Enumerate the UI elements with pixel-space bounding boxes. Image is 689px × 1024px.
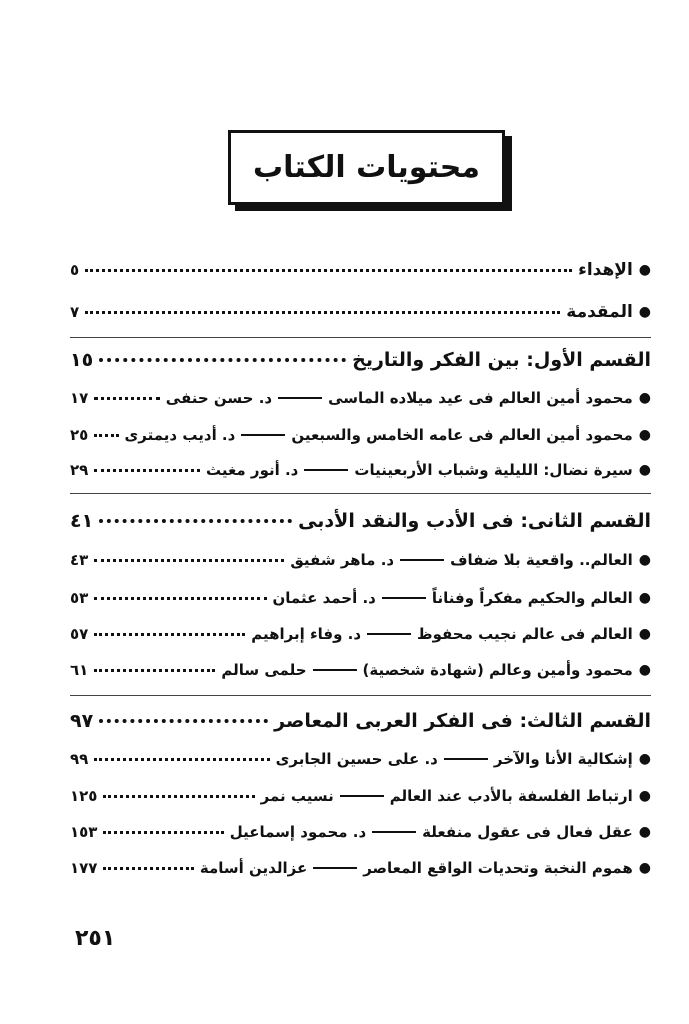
toc-section-1[interactable] [70,345,651,375]
toc-row[interactable] [70,420,651,450]
dash-separator [278,397,322,399]
toc-label: المقدمة [566,302,633,322]
section-heading: القسم الثالث: فى الفكر العربى المعاصر [274,710,651,732]
toc-page: ٢٩ [70,461,89,479]
toc-section-2[interactable] [70,506,651,536]
bullet-icon: ● [638,860,651,876]
bullet-icon: ● [638,751,651,767]
bullet-icon: ● [638,552,651,568]
bullet-icon: ● [638,304,651,320]
toc-row-dedication[interactable] [70,255,651,285]
toc-author: د. أنور مغيث [205,461,299,479]
bullet-icon: ● [638,427,651,443]
dash-separator [382,597,426,599]
toc-author: د. أحمد عثمان [272,589,376,607]
toc-page: ١٢٥ [70,787,98,805]
toc-label: محمود أمين العالم فى عيد ميلاده الماسى [328,389,633,407]
dash-separator [340,795,384,797]
bullet-icon: ● [638,662,651,678]
section-divider [70,695,651,696]
toc-label: عقل فعال فى عقول منفعلة [422,823,633,841]
dash-separator [241,434,285,436]
toc-author: نسيب نمر [260,787,334,805]
toc-label: محمود وأمين وعالم (شهادة شخصية) [362,661,633,679]
dot-leader [94,469,200,472]
toc-row[interactable] [70,383,651,413]
dot-leader [94,597,266,600]
toc-page: ٦١ [70,661,89,679]
toc-label: الإهداء [578,260,633,280]
toc-page: ١٧٧ [70,859,98,877]
toc-row[interactable] [70,619,651,649]
dash-separator [372,831,416,833]
toc-author: د. أديب ديمترى [124,426,236,444]
toc-row[interactable] [70,655,651,685]
toc-label: العالم.. واقعية بلا ضفاف [450,551,633,569]
toc-row[interactable] [70,545,651,575]
bullet-icon: ● [638,462,651,478]
toc-page: ٤١ [70,510,94,532]
toc-row[interactable] [70,781,651,811]
toc-page: ٥ [70,261,80,279]
toc-page: ٥٧ [70,625,89,643]
toc-author: د. حسن حنفى [165,389,273,407]
toc-row[interactable] [70,853,651,883]
toc-row-introduction[interactable] [70,297,651,327]
toc-label: إشكالية الأنا والآخر [493,750,633,768]
toc-row[interactable] [70,455,651,485]
dash-separator [367,633,411,635]
dot-leader [94,633,245,636]
dot-leader [99,358,346,362]
dot-leader [103,795,254,798]
toc-label: العالم والحكيم مفكراً وفناناً [431,589,633,607]
toc-row[interactable] [70,817,651,847]
toc-label: سيرة نضال: الليلية وشباب الأربعينيات [354,461,633,479]
dash-separator [313,867,357,869]
bullet-icon: ● [638,262,651,278]
dot-leader [94,559,284,562]
toc-author: حلمى سالم [221,661,307,679]
toc-label: محمود أمين العالم فى عامه الخامس والسبعين [291,426,633,444]
page-number: ٢٥١ [75,926,116,951]
toc-author: د. محمود إسماعيل [229,823,367,841]
contents-title-box [228,130,505,205]
dash-separator [313,669,357,671]
toc-page: ٤٣ [70,551,89,569]
contents-title: محتويات الكتاب [252,150,481,185]
toc-page: ١٥ [70,349,94,371]
dot-leader [103,867,193,870]
dot-leader [99,719,268,723]
toc-page: ١٧ [70,389,89,407]
section-heading: القسم الأول: بين الفكر والتاريخ [352,349,651,371]
toc-section-3[interactable] [70,706,651,736]
toc-author: د. ماهر شفيق [290,551,395,569]
toc-page: ٥٣ [70,589,89,607]
toc-row[interactable] [70,583,651,613]
section-divider [70,493,651,494]
toc-author: د. وفاء إبراهيم [251,625,362,643]
toc-page: ١٥٣ [70,823,98,841]
dash-separator [304,469,348,471]
toc-page: ٩٩ [70,750,89,768]
dot-leader [94,758,269,761]
toc-label: ارتباط الفلسفة بالأدب عند العالم [389,787,633,805]
bullet-icon: ● [638,824,651,840]
dot-leader [94,397,159,400]
toc-page: ٩٧ [70,710,94,732]
dot-leader [94,669,215,672]
dot-leader [85,311,560,314]
toc-page: ٧ [70,303,80,321]
dash-separator [400,559,444,561]
section-divider [70,337,651,338]
bullet-icon: ● [638,788,651,804]
toc-row[interactable] [70,744,651,774]
bullet-icon: ● [638,590,651,606]
toc-author: د. على حسين الجابرى [275,750,438,768]
dot-leader [99,519,292,523]
dash-separator [444,758,488,760]
bullet-icon: ● [638,626,651,642]
dot-leader [94,434,118,437]
toc-label: هموم النخبة وتحديات الواقع المعاصر [363,859,633,877]
bullet-icon: ● [638,390,651,406]
toc-page: ٢٥ [70,426,89,444]
section-heading: القسم الثانى: فى الأدب والنقد الأدبى [298,510,651,532]
toc-label: العالم فى عالم نجيب محفوظ [417,625,633,643]
toc-author: عزالدين أسامة [199,859,308,877]
dot-leader [85,269,572,272]
dot-leader [103,831,223,834]
